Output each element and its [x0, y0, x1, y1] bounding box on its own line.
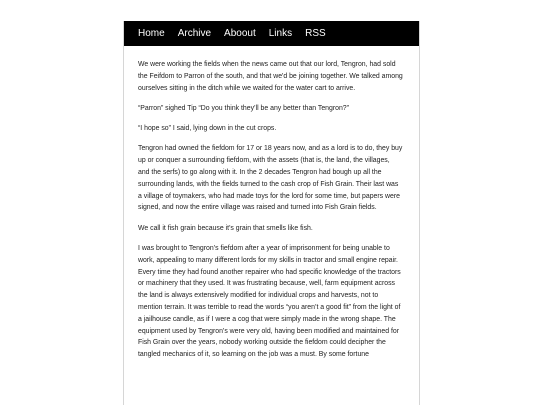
nav-link-home[interactable]: Home	[138, 28, 165, 39]
nav-link-links[interactable]: Links	[268, 28, 293, 39]
nav-link-about[interactable]: Aboout	[224, 28, 256, 39]
article-paragraph: “Parron” sighed Tip “Do you think they’ll be any better than Tengron?”	[138, 104, 349, 112]
article-paragraph: We were working the fields when the news came out that our lord, Tengron, had sold the Feifdom to Parron of the south, and that we'd be joining together. We talked among ourselves sitting in the ditch while we waited for the water cart to arrive.	[138, 61, 403, 92]
article-paragraph: I was brought to Tengron’s fiefdom after a year of imprisonment for being unable to work, appealing to many different lords for my skills in tractor and small engine repair. Every time they had found another repairer who had specific knowledge of the tractors or machinery that they used. It was frustrating because, well, farm equipment across the land is always extensively modified for individual crops and harvests, not to mention terrain. It was terrible to read the words “you aren’t a good fit” from the light of a jailhouse candle, as if I were a cog that were simply made in the wrong shape. The equipment used by Tengron’s were very old, having been modified and maintained for Fish Grain over the years, nobody working outside the fiefdom could decipher the tangled mechanics of it, so learning on the job was a must. By some fortune	[138, 245, 401, 359]
top-nav-bar	[124, 21, 419, 46]
article-paragraph: “I hope so” I said, lying down in the cut crops.	[138, 125, 277, 133]
article-paragraph: Tengron had owned the fiefdom for 17 or 18 years now, and as a lord is to do, they buy up or conquer a surrounding fiefdom, with the assets (that is, the land, the villages, and the serfs) to go along with it. In the 2 decades Tengron had bough up all the surrounding lands, with the fields turned to the cash crop of Fish Grain. Their last was a village of toymakers, who had made toys for the lord for some time, but papers were signed, and now the entire village was raised and turned into Fish Grain fields.	[138, 145, 403, 212]
article-paragraph: We call it fish grain because it’s grain that smells like fish.	[138, 224, 313, 232]
nav-link-rss[interactable]: RSS	[305, 28, 326, 39]
nav-link-archive[interactable]: Archive	[177, 28, 212, 39]
page-container	[123, 21, 420, 405]
article-body	[124, 46, 419, 361]
